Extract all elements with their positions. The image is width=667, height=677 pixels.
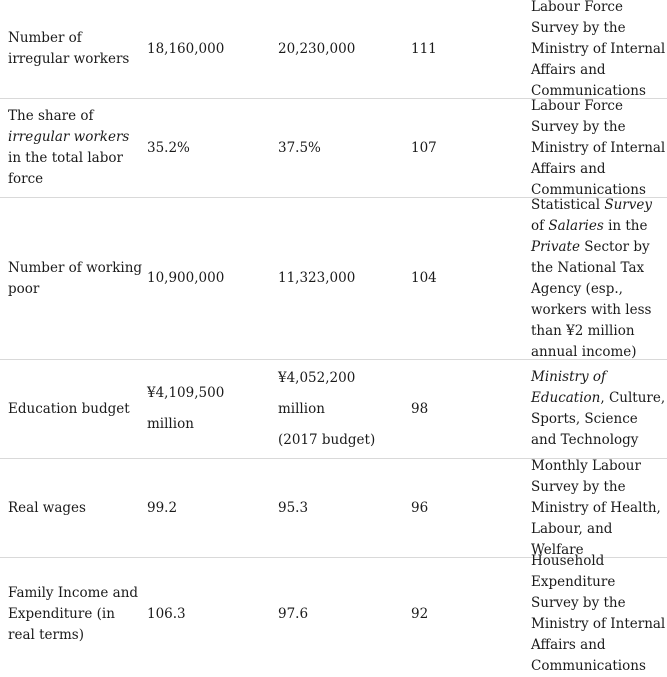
source-text-emphasis: Salaries	[548, 217, 604, 234]
value-b-cell	[278, 360, 403, 458]
value-b-text: 37.5%	[278, 139, 321, 156]
source-text-emphasis: Survey	[604, 196, 652, 213]
indicator-cell	[8, 558, 143, 670]
indicator-text-emphasis: irregular workers	[8, 129, 130, 145]
value-a-text: 18,160,000	[147, 40, 225, 57]
index-text: 107	[411, 139, 437, 156]
value-a-text: 106.3	[147, 605, 186, 622]
value-a-text: 35.2%	[147, 139, 190, 156]
indicator-text: Education budget	[8, 400, 130, 417]
index-cell	[411, 198, 491, 359]
source-text: Labour Force Survey by the Ministry of Internal Affairs and Communications	[531, 97, 666, 198]
source-cell	[531, 198, 667, 359]
indicator-cell	[8, 99, 143, 197]
value-b-cell	[278, 198, 403, 359]
indicator-cell	[8, 0, 143, 98]
indicator-cell	[8, 459, 143, 557]
value-b-text: 11,323,000	[278, 270, 356, 286]
value-a-cell	[147, 198, 272, 359]
index-text: 98	[411, 400, 429, 417]
source-text: Labour Force Survey by the Ministry of Internal Affairs and Communications	[531, 0, 666, 99]
value-b-text: 97.6	[278, 605, 309, 622]
value-a-cell	[147, 360, 272, 458]
value-b-line: million	[278, 400, 325, 417]
source-cell	[531, 0, 667, 98]
indicator-text: Number of working poor	[8, 259, 143, 297]
source-text-part: of	[531, 217, 549, 234]
source-cell	[531, 459, 667, 557]
source-text-part: Statistical	[531, 196, 605, 213]
index-text: 111	[411, 40, 437, 57]
value-a-text: 10,900,000	[147, 270, 225, 286]
value-a-text	[147, 378, 224, 440]
index-cell	[411, 0, 491, 98]
value-a-cell	[147, 558, 272, 670]
index-cell	[411, 459, 491, 557]
source-text-emphasis: Ministry of Education	[531, 369, 607, 406]
indicator-text	[8, 106, 143, 190]
source-text-part: in the	[603, 217, 648, 234]
value-b-text	[278, 363, 375, 456]
source-text: Monthly Labour Survey by the Ministry of Health, Labour, and Welfare	[531, 457, 661, 558]
source-cell	[531, 360, 667, 458]
table-row	[0, 553, 667, 674]
value-b-line: (2017 budget)	[278, 431, 376, 448]
source-cell	[531, 553, 667, 674]
index-text: 96	[411, 499, 429, 516]
source-text	[531, 195, 667, 363]
value-b-line: ¥4,052,200	[278, 369, 356, 386]
index-cell	[411, 360, 491, 458]
value-b-cell	[278, 459, 403, 557]
value-b-cell	[278, 558, 403, 670]
value-a-cell	[147, 0, 272, 98]
index-cell	[411, 558, 491, 670]
index-cell	[411, 99, 491, 197]
value-a-cell	[147, 99, 272, 197]
indicator-text-part: in the total labor force	[8, 150, 123, 187]
source-text-part: , Culture, Sports, Science and Technology	[531, 390, 666, 448]
source-text-emphasis: Private	[531, 238, 580, 255]
index-text: 92	[411, 605, 429, 622]
indicator-text: Number of irregular workers	[8, 30, 130, 67]
source-text-part: Sector by the National Tax Agency (esp., workers with less than ¥2 million annual income)	[531, 238, 652, 360]
source-text	[531, 367, 667, 451]
value-b-cell	[278, 0, 403, 98]
indicator-text-part: The share of	[8, 108, 94, 124]
value-a-text: 99.2	[147, 499, 178, 516]
indicator-cell	[8, 198, 143, 359]
value-b-cell	[278, 99, 403, 197]
index-text: 104	[411, 270, 437, 286]
value-a-cell	[147, 459, 272, 557]
table-row	[0, 198, 667, 360]
indicator-text: Real wages	[8, 499, 86, 516]
table-row	[0, 459, 667, 558]
value-b-text: 95.3	[278, 499, 309, 516]
value-b-text: 20,230,000	[278, 40, 356, 57]
source-cell	[531, 99, 667, 197]
value-a-line: million	[147, 416, 194, 432]
source-text: Household Expenditure Survey by the Ministry of Internal Affairs and Communications	[531, 553, 666, 674]
table-row	[0, 360, 667, 459]
indicator-cell	[8, 360, 143, 458]
indicator-text: Family Income and Expenditure (in real terms)	[8, 584, 139, 643]
table-row	[0, 99, 667, 198]
table-row	[0, 0, 667, 99]
value-a-line: ¥4,109,500	[147, 385, 225, 401]
